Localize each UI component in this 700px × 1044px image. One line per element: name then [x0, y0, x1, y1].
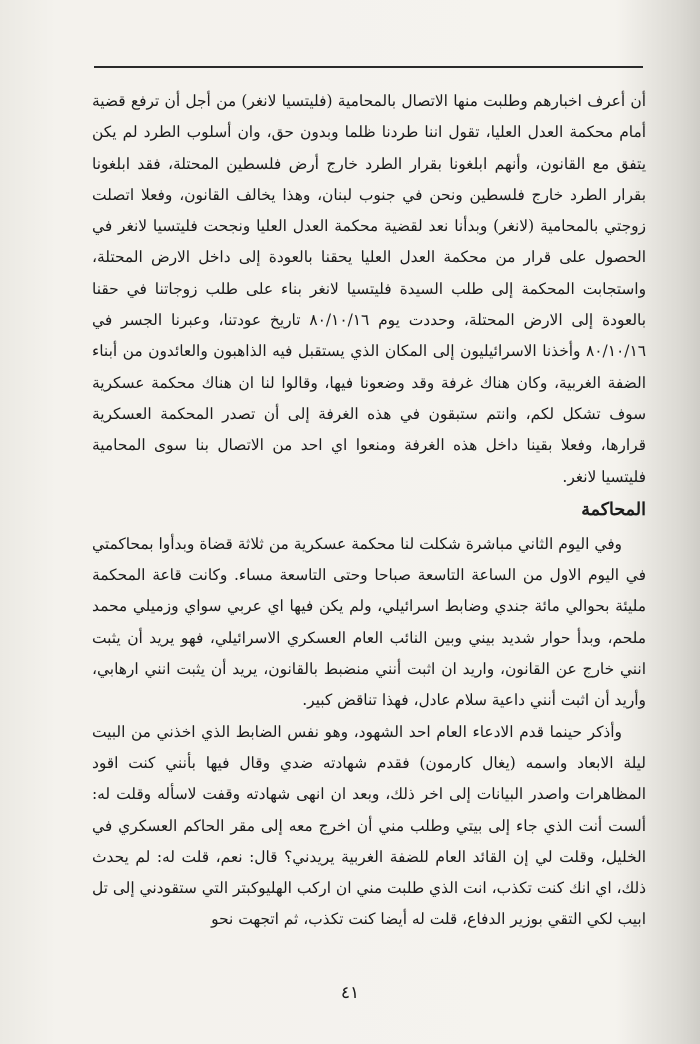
paragraph-2: وفي اليوم الثاني مباشرة شكلت لنا محكمة عسكرية من ثلاثة قضاة وبدأوا بمحاكمتي في اليوم الاول من الساعة التاسعة صباحا وحتى التاسعة مساء. وكانت قاعة المحكمة مليئة بحوالي مائة جندي وضابط اسرائيلي، ولم يكن فيها اي عربي سواي وزميلي محمد ملحم، وبدأ حوار شديد بيني وبين النائب العام العسكري الاسرائيلي، فهو يريد أن يثبت انني خارج عن القانون، واريد ان اثبت أنني منضبط بالقانون، يريد أن يثبت انني ارهابي، وأريد أن اثبت أنني داعية سلام عادل، فهذا تناقض كبير. — [92, 534, 646, 710]
paragraph-1: أن أعرف اخبارهم وطلبت منها الاتصال بالمحامية (فليتسيا لانغر) من أجل أن ترفع قضية أمام محكمة العدل العليا، تقول اننا طردنا ظلما وبدون حق، وان أسلوب الطرد لم يكن يتفق مع القانون، وأنهم ابلغونا بقرار الطرد خارج أرض فلسطين المحتلة، فقد ابلغونا بقرار الطرد خارج فلسطين ونحن في جنوب لبنان، وهذا يخالف القانون، وفعلا اتصلت زوجتي بالمحامية (لانغر) وبدأنا نعد لقضية محكمة العدل العليا ونجحت فليتسيا لانغر في الحصول على قرار من محكمة العدل العليا يحقنا بالعودة إلى داخل الارض المحتلة، واستجابت المحكمة إلى طلب السيدة فليتسيا لانغر بناء على طلب زوجاتنا في حقنا بالعودة إلى الارض المحتلة، وحددت يوم ٨٠/١٠/١٦ تاريخ عودتنا، وعبرنا الجسر في ٨٠/١٠/١٦ وأخذنا الاسرائيليون إلى المكان الذي يستقبل فيه الذاهبون والعائدون من أبناء الضفة الغربية، وكان هناك غرفة وقد وضعونا فيها، وقالوا لنا ان هناك محكمة عسكرية سوف تشكل لكم، وانتم ستبقون في هذه الغرفة إلى أن تصدر المحكمة العسكرية قرارها، وفعلا بقينا داخل هذه الغرفة ومنعوا اي احد من الاتصال بنا سوى المحامية فليتسيا لانغر. — [92, 92, 646, 486]
header-rule — [94, 66, 643, 68]
paragraph-3: وأذكر حينما قدم الادعاء العام احد الشهود، وهو نفس الضابط الذي اخذني من البيت ليلة الابعاد واسمه (يغال كارمون) فقدم شهادته ضدي وقال فيها بأنني كنت اقود المظاهرات واصدر البيانات إلى اخر ذلك، وبعد ان انهى شهادته وقفت لاسأله وقلت له: ألست أنت الذي جاء إلى بيتي وطلب مني أن اخرج معه إلى مقر الحاكم العسكري في الخليل، وقلت لي إن القائد العام للضفة الغربية يريدني؟ قال: نعم، قلت له: لم يحدث ذلك، اي انك كنت تكذب، انت الذي طلبت مني ان اركب الهليوكبتر التي ستقودني إلى تل ابيب لكي التقي بوزير الدفاع، قلت له أيضا كنت تكذب، ثم اتجهت نحو — [92, 722, 646, 929]
section-heading: المحاكمة — [581, 499, 646, 520]
page-body — [92, 86, 646, 936]
page-number: ٤١ — [340, 983, 360, 1003]
